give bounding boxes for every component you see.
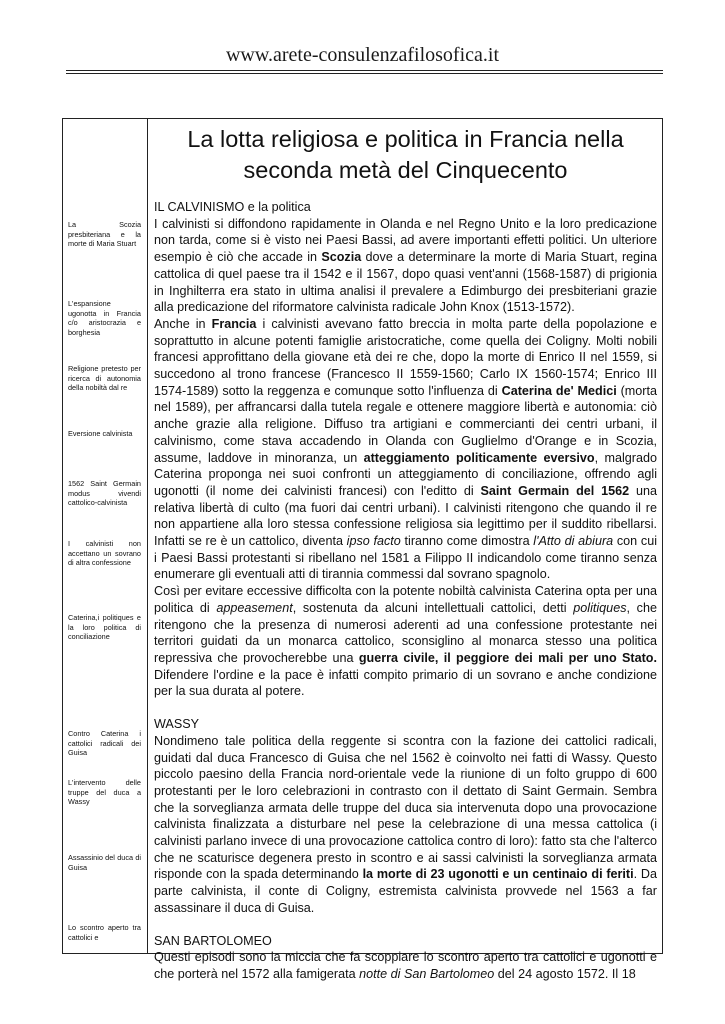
spacer (154, 700, 657, 716)
paragraph: Nondimeno tale politica della reggente si scontra con la fazione dei cattolici radicali, guidati dal duca Francesco di Guisa che nel 1562 è coinvolto nei fatti di Wassy. Questo piccolo paesino della Francia nord-orientale vede la riunione di un folto gruppo di 600 protestanti per le loro celebrazioni in contrasto con il dettato di Saint Germain. Sembra che la sorveglianza armata delle truppe del duca sia intervenuta dopo una provocazione calvinista finalizzata a disturbare nel pese la celebrazione di una messa cattolica (i calvinisti parlano invece di una provocazione cattolica contro di loro): fatto sta che l'alterco che ne scaturisce degenera presto in scontro e ai sassi calvinisti la sorveglianza armata risponde con la spada determinando la morte di 23 ugonotti e un centinaio di feriti. Da parte calvinista, il conte di Coligny, estremista calvinista provvede nel 1563 a far assassinare il duca di Guisa. (154, 733, 657, 915)
header-rule (66, 70, 663, 71)
section-heading: WASSY (154, 717, 200, 732)
header-rule (66, 73, 663, 74)
margin-note: Lo scontro aperto tra cattolici e (68, 923, 141, 942)
paragraph: Anche in Francia i calvinisti avevano fatto breccia in molta parte della popolazione e soprattutto in alcune potenti famiglie aristocratiche, come quella dei Coligny. Molti nobili francesi approfittano della giovane età dei re che, dopo la morte di Enrico II nel 1559, si succedono al trono francese (Francesco II 1559-1560; Carlo IX 1560-1574; Enrico III 1574-1589) sotto la reggenza e comunque sotto l'influenza di Caterina de' Medici (morta nel 1589), per affrancarsi dalla tutela regale e ottenere maggiore libertà e autonomia: ciò anche grazie alla religione. Diffuso tra artigiani e commercianti dei centri urbani, il calvinismo, come stava accadendo in Olanda con Guglielmo d'Orange e in Scozia, assume, laddove in minoranza, un atteggiamento politicamente eversivo, malgrado Caterina proponga nei suoi confronti un atteggiamento di conciliazione, offrendo agli ugonotti (il nome dei calvinisti francesi) con l'editto di Saint Germain del 1562 una relativa libertà di culto (ma fuori dai centri urbani). I calvinisti ritengono che quando il re non appartiene alla loro stessa confessione religiosa sia legittimo per il suddito ribellarsi. Infatti se re è un cattolico, diventa ipso facto tiranno come dimostra l'Atto di abiura con cui i Paesi Bassi protestanti si ribellano nel 1581 a Filippo II indicandolo come tiranno senza enumerare gli eventuali atti di tirannia commessi dal sovrano spagnolo. (154, 316, 658, 582)
paragraph: Questi episodi sono la miccia che fa scoppiare lo scontro aperto tra cattolici e ugonotti e che porterà nel 1572 alla famigerata notte di San Bartolomeo del 24 agosto 1572. Il 18 (154, 950, 657, 981)
paragraph: Così per evitare eccessive difficolta con la potente nobiltà calvinista Caterina opta per una politica di appeasement, sostenuta da alcuni intellettuali cattolici, detti politiques, che ritengono che la presenza di numerosi aderenti ad una confessione protestante nei territori guidati da un monarca cattolico, sconsiglino al monarca stesso una politica repressiva che provocherebbe una guerra civile, il peggiore dei mali per uno Stato. Difendere l'ordine e la pace è infatti compito primario di un sovrano e anche condizione per la sua durata al potere. (154, 584, 657, 699)
spacer (154, 917, 657, 933)
column-divider (147, 119, 148, 953)
margin-note: I calvinisti non accettano un sovrano di altra confessione (68, 539, 141, 568)
margin-note: L'espansione ugonotta in Francia c/o aristocrazia e borghesia (68, 299, 141, 337)
section-heading: IL CALVINISMO e la politica (154, 200, 311, 214)
margin-note: 1562 Saint Germain modus vivendi cattolico-calvinista (68, 479, 141, 508)
margin-note: Contro Caterina i cattolici radicali dei Guisa (68, 729, 141, 758)
margin-note: Eversione calvinista (68, 429, 133, 438)
margin-note: La Scozia presbiteriana e la morte di Maria Stuart (68, 220, 141, 249)
paragraph: I calvinisti si diffondono rapidamente in Olanda e nel Regno Unito e la loro predicazione non tarda, come si è visto nei Paesi Bassi, ad avere importanti effetti politici. Un ulteriore esempio è ciò che accade in Scozia dove a determinare la morte di Maria Stuart, regina cattolica di quel paese tra il 1542 e il 1567, dopo quasi vent'anni (1568-1587) di prigionia in Inghilterra era stato in ultima analisi il prevalere a Edimburgo dei presbiteriani grazie alla predicazione del riformatore calvinista radicale John Knox (1513-1572). (154, 216, 657, 315)
margin-note: Caterina,i politiques e la loro politica di conciliazione (68, 613, 141, 642)
main-text (154, 119, 657, 983)
margin-note: Religione pretesto per ricerca di autonomia della nobiltà dal re (68, 364, 141, 393)
margin-note: L'intervento delle truppe del duca a Wassy (68, 778, 141, 807)
page-frame (62, 118, 663, 981)
margin-note: Assassinio del duca di Guisa (68, 853, 141, 872)
page-title: La lotta religiosa e politica in Francia nella seconda metà del Cinquecento (187, 126, 624, 183)
section-heading: SAN BARTOLOMEO (154, 933, 272, 948)
site-header: www.arete-consulenzafilosofica.it (225, 44, 500, 66)
